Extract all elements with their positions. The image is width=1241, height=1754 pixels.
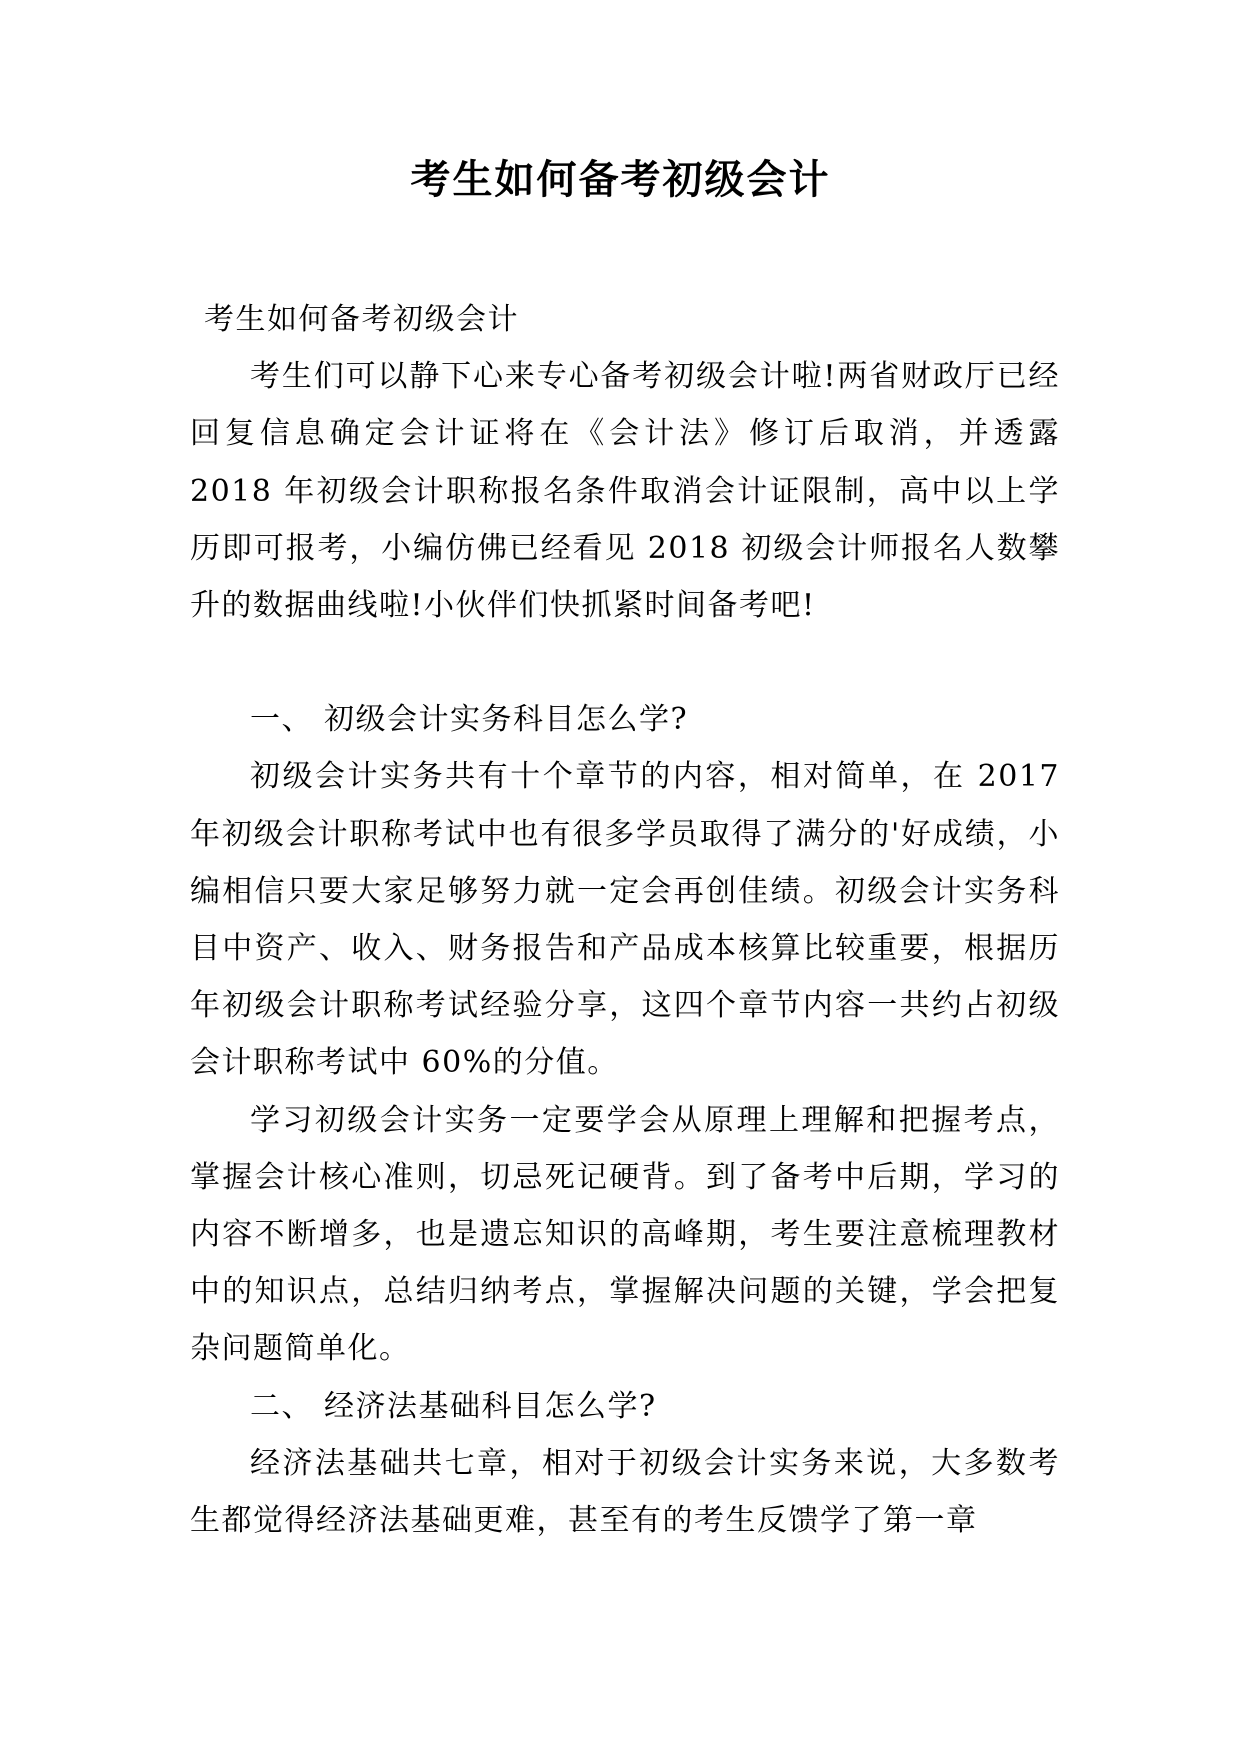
section-2-paragraph-1: 经济法基础共七章，相对于初级会计实务来说，大多数考生都觉得经济法基础更难，甚至有的考生反馈学了第一章 <box>190 1445 1060 1539</box>
section-heading-2: 二、 经济法基础科目怎么学? <box>250 1388 657 1424</box>
section-1-paragraph-2: 学习初级会计实务一定要学会从原理上理解和把握考点，掌握会计核心准则，切忌死记硬背。到了备考中后期，学习的内容不断增多，也是遗忘知识的高峰期，考生要注意梳理教材中的知识点，总结归纳考点，掌握解决问题的关键，学会把复杂问题简单化。 <box>190 1102 1060 1367</box>
document-title: 考生如何备考初级会计 <box>410 157 831 203</box>
subtitle-paragraph: 考生如何备考初级会计 <box>204 302 519 337</box>
intro-paragraph: 考生们可以静下心来专心备考初级会计啦!两省财政厅已经回复信息确定会计证将在《会计法》修订后取消，并透露 2018 年初级会计职称报名条件取消会计证限制，高中以上学历即可报考，小编仿佛已经看见 2018 初级会计师报名人数攀升的数据曲线啦!小伙伴们快抓紧时间备考吧! <box>190 359 1060 624</box>
document-body <box>190 291 1060 1549</box>
section-1-paragraph-1: 初级会计实务共有十个章节的内容，相对简单，在 2017 年初级会计职称考试中也有很多学员取得了满分的'好成绩，小编相信只要大家足够努力就一定会再创佳绩。初级会计实务科目中资产、收入、财务报告和产品成本核算比较重要，根据历年初级会计职称考试经验分享，这四个章节内容一共约占初级会计职称考试中 60%的分值。 <box>190 759 1060 1081</box>
section-heading-1: 一、 初级会计实务科目怎么学? <box>250 702 689 738</box>
